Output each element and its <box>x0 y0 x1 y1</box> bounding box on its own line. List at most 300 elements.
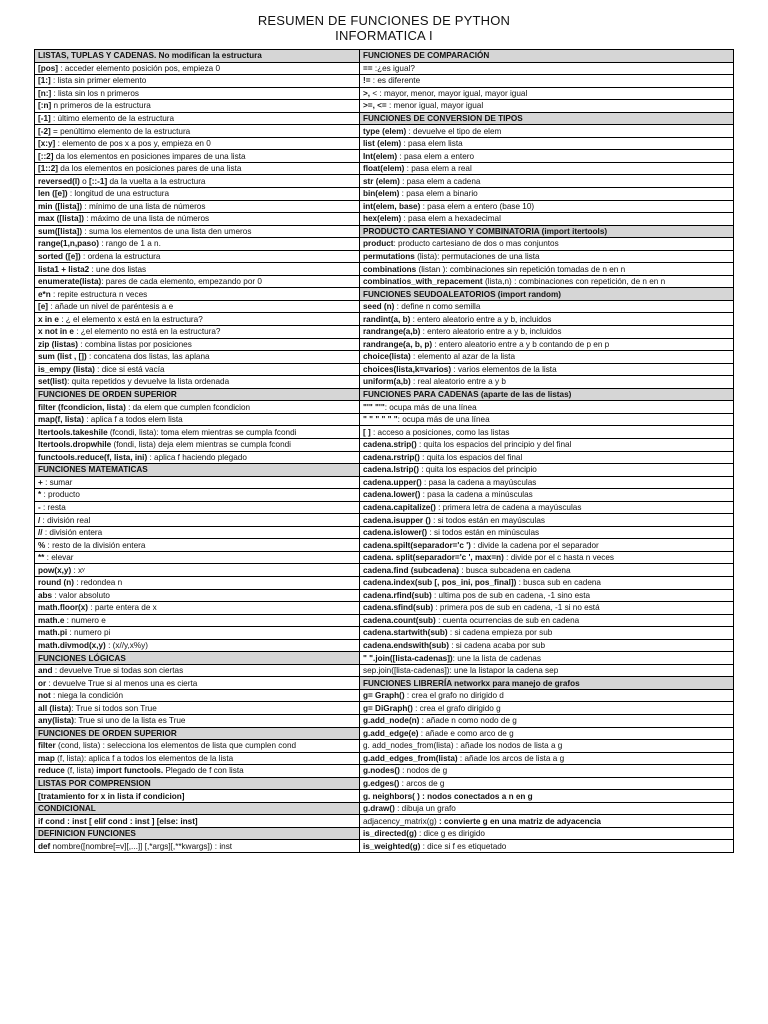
table-row <box>35 614 734 627</box>
cell-left <box>35 75 360 88</box>
cell-right <box>360 614 734 627</box>
table-row <box>35 401 734 414</box>
cell-left <box>35 677 360 690</box>
table-row <box>35 213 734 226</box>
term-text: Itertools.dropwhile <box>38 440 112 450</box>
description-text: adjacency_matrix(g) <box>363 816 439 826</box>
description-text: da los elementos en posiciones pares de una lista <box>58 164 242 174</box>
term-text: [1:] <box>38 76 51 86</box>
description-text: : es diferente <box>370 76 421 86</box>
description-text: : mínimo de una lista de números <box>82 201 206 211</box>
term-text: g.nodes() <box>363 766 400 776</box>
term-text: randrange(a,b) <box>363 327 421 337</box>
term-text: is_directed(g) <box>363 829 417 839</box>
term-text: cadena.index(sub [, pos_ini, pos_final]) <box>363 578 517 588</box>
table-row <box>35 413 734 426</box>
term-text: cadena.capitalize() <box>363 502 436 512</box>
description-text: : dice si está vacía <box>94 364 165 374</box>
cell-left <box>35 376 360 389</box>
description-text: : primera pos de sub en cadena, -1 si no está <box>433 603 600 613</box>
cell-left <box>35 790 360 803</box>
cell-left <box>35 451 360 464</box>
term-text: g= DiGraph() <box>363 703 413 713</box>
description-text: : devuelve True si todas son ciertas <box>52 666 184 676</box>
cell-left <box>35 514 360 527</box>
cell-right <box>360 576 734 589</box>
cell-left <box>35 112 360 125</box>
table-row <box>35 87 734 100</box>
cell-left <box>35 87 360 100</box>
description-text: : parte entera de x <box>88 603 157 613</box>
table-row <box>35 438 734 451</box>
cell-left <box>35 62 360 75</box>
term-text: cadena.sfind(sub) <box>363 603 434 613</box>
description-text: : pasa elem a binario <box>399 189 478 199</box>
description-text: : sumar <box>42 477 73 487</box>
table-row <box>35 175 734 188</box>
table-row <box>35 238 734 251</box>
description-text: : añade un nivel de paréntesis a e <box>48 302 174 312</box>
cell-right <box>360 639 734 652</box>
description-text: : dibuja un grafo <box>394 804 456 814</box>
term-text: [:n] <box>38 101 52 111</box>
description-text: : división real <box>40 515 91 525</box>
cell-left <box>35 664 360 677</box>
table-row <box>35 464 734 477</box>
cell-right <box>360 413 734 426</box>
term-text: [ ] <box>363 427 371 437</box>
cell-left <box>35 213 360 226</box>
description-text: g. add_nodes_from(lista) : añade los nodos de lista a g <box>363 741 563 751</box>
cell-left <box>35 752 360 765</box>
table-row <box>35 514 734 527</box>
description-text: : (x//y,x%y) <box>105 640 148 650</box>
term-text: round (n) <box>38 578 74 588</box>
term-text: pow(x,y) <box>38 565 72 575</box>
cell-left <box>35 438 360 451</box>
table-row <box>35 664 734 677</box>
term-text: product <box>363 239 394 249</box>
cell-right <box>360 714 734 727</box>
term-text: or <box>38 678 47 688</box>
cell-left <box>35 175 360 188</box>
table-row <box>35 564 734 577</box>
description-text: : producto <box>41 490 80 500</box>
table-row <box>35 125 734 138</box>
term-text: cadena.find (subcadena) <box>363 565 459 575</box>
description-text: : resto de la división entera <box>45 540 146 550</box>
cell-right <box>360 125 734 138</box>
cell-right <box>360 62 734 75</box>
term-text: choice(lista) <box>363 352 411 362</box>
cell-right <box>360 300 734 313</box>
table-row <box>35 75 734 88</box>
cell-right <box>360 376 734 389</box>
description-text: : acceder elemento posición pos, empieza 0 <box>58 63 221 73</box>
cell-right <box>360 238 734 251</box>
term-text: str (elem) <box>363 176 400 186</box>
description-text: : pasa la cadena a mayúsculas <box>421 477 537 487</box>
term-text: math.pi <box>38 628 68 638</box>
cell-left <box>35 100 360 113</box>
table-row <box>35 351 734 364</box>
description-text: nombre([nombre[=v][,...]] [,*args][,**kwargs]) : inst <box>50 841 233 851</box>
term-text: FUNCIONES MATEMATICAS <box>38 465 148 475</box>
description-text: : varios elementos de la lista <box>451 364 557 374</box>
term-text: cadena.rfind(sub) <box>363 590 432 600</box>
table-row <box>35 300 734 313</box>
cell-right <box>360 752 734 765</box>
description-text: : da elem que cumplen fcondicion <box>125 402 251 412</box>
description-text: da los elementos en posiciones impares de una lista <box>53 151 246 161</box>
cell-right <box>360 313 734 326</box>
section-header-left <box>35 827 360 840</box>
description-text: : devuelve True si al menos una es cierta <box>46 678 198 688</box>
table-row <box>35 740 734 753</box>
term-text: >, <box>363 88 371 98</box>
description-text: : elemento al azar de la lista <box>410 352 515 362</box>
term-text: int(elem, base) <box>363 201 421 211</box>
cell-left <box>35 689 360 702</box>
description-text: da la vuelta a la estructura <box>107 176 206 186</box>
table-row <box>35 639 734 652</box>
term-text: DEFINICION FUNCIONES <box>38 829 136 839</box>
term-text: >=, <= <box>363 101 387 111</box>
term-text: Itertools.takeshile <box>38 427 108 437</box>
term-text: is_weighted(g) <box>363 841 421 851</box>
cell-right <box>360 326 734 339</box>
description-text: : True si uno de la lista es True <box>73 716 186 726</box>
cell-left <box>35 363 360 376</box>
term-text: zip (listas) <box>38 339 79 349</box>
cell-left <box>35 225 360 238</box>
term-text: [pos] <box>38 63 59 73</box>
section-header-right <box>360 112 734 125</box>
description-text: : busca subcadena en cadena <box>459 565 571 575</box>
description-text: : pasa elem a real <box>404 164 472 174</box>
description-text: : pasa elem a cadena <box>399 176 481 186</box>
term-text: LISTAS, TUPLAS Y CADENAS. <box>38 51 157 61</box>
description-text: : menor igual, mayor igual <box>386 101 484 111</box>
cell-right <box>360 162 734 175</box>
cell-right <box>360 489 734 502</box>
description-text: : si cadena acaba por sub <box>448 640 546 650</box>
term-text: FUNCIONES DE COMPARACIÓN <box>363 51 490 61</box>
description-text: : niega la condición <box>50 691 124 701</box>
term-text: * <box>38 490 42 500</box>
section-header-left <box>35 464 360 477</box>
table-row <box>35 62 734 75</box>
description-text: (lista): permutaciones de una lista <box>414 252 540 262</box>
description-text: : entero aleatorio entre a y b, incluidos <box>410 314 552 324</box>
cell-right <box>360 740 734 753</box>
description-text: : añade los arcos de lista a g <box>457 753 565 763</box>
term-text: g.edges() <box>363 778 400 788</box>
description-text: : define n como semilla <box>394 302 481 312</box>
description-text: (lista,n) : combinaciones con repetición, de n en n <box>482 277 666 287</box>
term-text: choices(lista,k=varios) <box>363 364 452 374</box>
table-row <box>35 539 734 552</box>
description-text: : división entera <box>42 528 103 538</box>
term-text: cadena.spilt(separador='c ') <box>363 540 471 550</box>
term-text: list (elem) <box>363 139 402 149</box>
term-text: cadena.isupper () <box>363 515 431 525</box>
cell-right <box>360 438 734 451</box>
description-text: : pares de cada elemento, empezando por 0 <box>101 277 262 287</box>
term-text: functools.reduce(f, lista, ini) <box>38 452 148 462</box>
table-row <box>35 790 734 803</box>
cell-left <box>35 614 360 627</box>
term-text: uniform(a,b) <box>363 377 411 387</box>
description-text: : ordena la estructura <box>80 252 161 262</box>
term-text: enumerate(lista) <box>38 277 102 287</box>
cell-left <box>35 300 360 313</box>
cell-left <box>35 564 360 577</box>
cell-right <box>360 200 734 213</box>
cell-right <box>360 100 734 113</box>
term-text: FUNCIONES DE ORDEN SUPERIOR <box>38 390 177 400</box>
cell-left <box>35 426 360 439</box>
table-row <box>35 326 734 339</box>
table-row <box>35 263 734 276</box>
term-text: PRODUCTO CARTESIANO Y COMBINATORIA (import itertools) <box>363 226 608 236</box>
description-text: : pasa elem a entero (base 10) <box>420 201 535 211</box>
term-text: cadena.islower() <box>363 528 428 538</box>
term-text: abs <box>38 590 53 600</box>
term-text: max ([lista]) <box>38 214 84 224</box>
term-text: range(1,n,paso) <box>38 239 99 249</box>
term-text: import functools. <box>96 766 164 776</box>
term-text: [-2] <box>38 126 51 136</box>
table-row <box>35 802 734 815</box>
term-text: modifican <box>171 51 211 61</box>
term-text: g. neighbors( ) : nodos conectados a n en g <box>363 791 533 801</box>
description-text: o <box>79 176 89 186</box>
cell-right <box>360 150 734 163</box>
cell-left <box>35 413 360 426</box>
term-text: % <box>38 540 46 550</box>
description-text: : añade n como nodo de g <box>419 716 517 726</box>
cell-right <box>360 802 734 815</box>
section-header-right <box>360 225 734 238</box>
table-row <box>35 50 734 63</box>
description-text: Plegado de f con lista <box>163 766 244 776</box>
cell-right <box>360 338 734 351</box>
cell-left <box>35 714 360 727</box>
description-text: (f, lista) <box>64 766 97 776</box>
description-text: : valor absoluto <box>52 590 110 600</box>
term-text: e*n <box>38 289 51 299</box>
description-text: : quita los espacios del principio y del final <box>416 440 572 450</box>
description-text: : numero e <box>64 615 106 625</box>
section-header-left <box>35 802 360 815</box>
term-text: FUNCIONES LÓGICAS <box>38 653 126 663</box>
description-text: : une la lista de cadenas <box>452 653 541 663</box>
term-text: lista1 + lista2 <box>38 264 90 274</box>
cell-right <box>360 426 734 439</box>
cell-right <box>360 188 734 201</box>
table-row <box>35 589 734 602</box>
cell-right <box>360 602 734 615</box>
description-text: : nodos de g <box>399 766 448 776</box>
section-header-right <box>360 288 734 301</box>
table-row <box>35 501 734 514</box>
term-text: g.draw() <box>363 804 395 814</box>
description-text: : True si todos son True <box>71 703 157 713</box>
term-text: [e] <box>38 302 49 312</box>
description-text: (listan ): combinaciones sin repetición tomadas de n en n <box>416 264 626 274</box>
table-row <box>35 363 734 376</box>
description-text: : concatena dos listas, las aplana <box>86 352 210 362</box>
cell-right <box>360 175 734 188</box>
term-text: randint(a, b) <box>363 314 411 324</box>
table-row <box>35 727 734 740</box>
term-text: set(list) <box>38 377 68 387</box>
cell-right <box>360 627 734 640</box>
cell-right <box>360 263 734 276</box>
term-text: reversed(l) <box>38 176 80 186</box>
cell-left <box>35 326 360 339</box>
page-title: RESUMEN DE FUNCIONES DE PYTHON <box>257 13 511 28</box>
cell-left <box>35 401 360 414</box>
cell-left <box>35 501 360 514</box>
description-text: n primeros de la estructura <box>51 101 151 111</box>
table-row <box>35 551 734 564</box>
term-text: permutations <box>363 252 415 262</box>
cell-left <box>35 589 360 602</box>
table-row <box>35 112 734 125</box>
table-row <box>35 489 734 502</box>
cell-left <box>35 188 360 201</box>
cell-left <box>35 238 360 251</box>
description-text: (fcondi, lista): toma elem mientras se cumpla fcondi <box>107 427 297 437</box>
table-row <box>35 765 734 778</box>
term-text: if cond : inst [ elif cond : inst ] [else: inst] <box>38 816 198 826</box>
term-text: [-1] <box>38 114 51 123</box>
cell-left <box>35 250 360 263</box>
description-text: : producto cartesiano de dos o mas conjuntos <box>393 239 559 249</box>
cell-left <box>35 288 360 301</box>
term-text: FUNCIONES DE ORDEN SUPERIOR <box>38 728 177 738</box>
term-text: type (elem) <box>363 126 407 136</box>
description-text: : crea el grafo no dirigido d <box>404 691 504 701</box>
term-text: FUNCIONES SEUDOALEATORIOS (import random) <box>363 289 562 299</box>
term-text: map(f, lista) <box>38 415 84 425</box>
description-text: : pasa elem a entero <box>397 151 475 161</box>
description-text: : ocupa más de una línea <box>397 415 490 425</box>
cell-left <box>35 162 360 175</box>
table-row <box>35 714 734 727</box>
cell-right <box>360 790 734 803</box>
term-text: g.add_edge(e) <box>363 728 419 738</box>
cell-right <box>360 275 734 288</box>
term-text: sum (list , []) <box>38 352 87 362</box>
term-text: LISTAS POR COMPRENSION <box>38 778 151 788</box>
table-row <box>35 388 734 401</box>
cell-left <box>35 539 360 552</box>
term-text: [x:y] <box>38 139 56 149</box>
table-row <box>35 827 734 840</box>
description-text: : si todos están en mayúsculas <box>430 515 546 525</box>
term-text: cadena.count(sub) <box>363 615 436 625</box>
term-text: " ".join([lista-cadenas]) <box>363 653 453 663</box>
description-text: : quita repetidos y devuelve la lista ordenada <box>67 377 230 387</box>
cell-left <box>35 338 360 351</box>
cell-right <box>360 702 734 715</box>
cell-right <box>360 401 734 414</box>
cell-left <box>35 602 360 615</box>
description-text: : último elemento de la estructura <box>50 114 175 123</box>
description-text: : devuelve el tipo de elem <box>406 126 502 136</box>
cell-left <box>35 263 360 276</box>
description-text: : acceso a posiciones, como las listas <box>370 427 510 437</box>
table-row <box>35 200 734 213</box>
cell-left <box>35 313 360 326</box>
description-text: : aplica f haciendo plegado <box>147 452 247 462</box>
description-text: : une dos listas <box>89 264 147 274</box>
table-row <box>35 451 734 464</box>
term-text: randrange(a, b, p) <box>363 339 433 349</box>
term-text: [1::2] <box>38 164 59 174</box>
term-text: FUNCIONES LIBRERÍA networkx para manejo de grafos <box>363 678 580 688</box>
description-text: = penúltimo elemento de la estructura <box>50 126 191 136</box>
description-text: : si cadena empieza por sub <box>447 628 553 638</box>
cell-right <box>360 689 734 702</box>
description-text: sep.join([lista-cadenas]): une la listapor la cadena sep <box>363 666 559 676</box>
description-text: : dice si f es etiquetado <box>420 841 507 851</box>
table-row <box>35 602 734 615</box>
term-text: cadena.endswith(sub) <box>363 640 449 650</box>
description-text: : pasa la cadena a minúsculas <box>420 490 533 500</box>
description-text: : longitud de una estructura <box>67 189 170 199</box>
table-row <box>35 162 734 175</box>
cell-left <box>35 551 360 564</box>
description-text: : si todos están en minúsculas <box>427 528 540 538</box>
description-text: : divide la cadena por el separador <box>470 540 599 550</box>
term-text: is_empy (lista) <box>38 364 95 374</box>
cell-left <box>35 351 360 364</box>
term-text: g= Graph() <box>363 691 405 701</box>
section-header-right <box>360 50 734 63</box>
description-text: : arcos de g <box>399 778 445 788</box>
description-text: la estructura <box>210 51 262 61</box>
description-text: : crea el grafo dirigido g <box>412 703 501 713</box>
cell-right <box>360 827 734 840</box>
table-row <box>35 288 734 301</box>
term-text: cadena.lower() <box>363 490 421 500</box>
table-row <box>35 689 734 702</box>
description-text: : dice g es dirigido <box>416 829 485 839</box>
description-text: : lista sin los n primeros <box>51 88 140 98</box>
term-text: g.add_edges_from(lista) <box>363 753 458 763</box>
description-text: : resta <box>40 502 66 512</box>
description-text: : busca sub en cadena <box>516 578 601 588</box>
table-row <box>35 840 734 853</box>
description-text: : pasa elem lista <box>401 139 463 149</box>
cell-left <box>35 639 360 652</box>
page-subtitle: INFORMATICA I <box>335 28 433 43</box>
description-text: : lista sin primer elemento <box>50 76 147 86</box>
table-row <box>35 225 734 238</box>
cell-right <box>360 351 734 364</box>
description-text: : aplica f a todos elem lista <box>83 415 183 425</box>
description-text: (f, lista): aplica f a todos los elementos de la lista <box>54 753 234 763</box>
description-text: : divide por el c hasta n veces <box>503 553 615 563</box>
table-row <box>35 426 734 439</box>
table-row <box>35 188 734 201</box>
description-text: < : mayor, menor, mayor igual, mayor igual <box>370 88 528 98</box>
term-text: sum([lista]) <box>38 226 83 236</box>
